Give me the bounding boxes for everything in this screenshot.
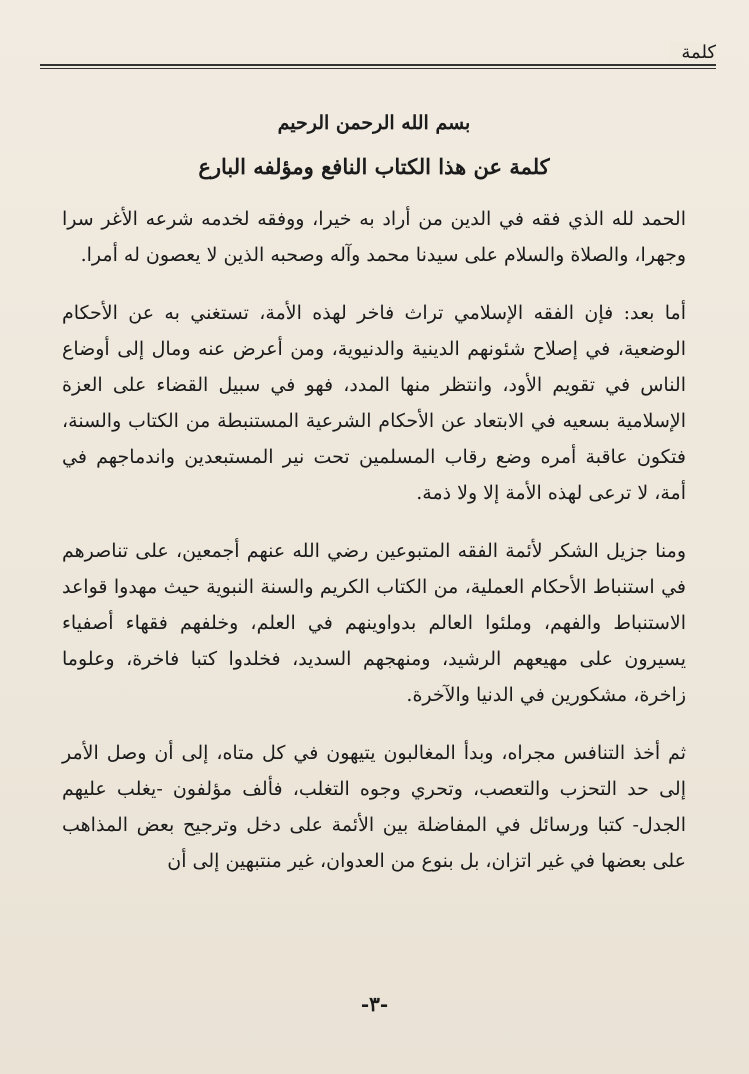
page-content [62, 112, 686, 901]
paragraph: ومنا جزيل الشكر لأئمة الفقه المتبوعين رضي الله عنهم أجمعين، على تناصرهم في استنباط الأحكام العملية، من الكتاب الكريم والسنة النبوية حيث مهدوا قواعد الاستنباط والفهم، وملئوا العالم بدواوينهم في العلم، وخلفهم فقهاء أصفياء يسيرون على مهيعهم الرشيد، ومنهجهم السديد، فخلدوا كتبا فاخرة، وعلوما زاخرة، مشكورين في الدنيا والآخرة. [62, 540, 686, 706]
header-title [669, 42, 716, 63]
page-number: -٣- [360, 992, 389, 1016]
header-rule [40, 64, 716, 66]
header-rule-thin [40, 68, 716, 69]
paragraph: أما بعد: فإن الفقه الإسلامي تراث فاخر لهذه الأمة، تستغني به عن الأحكام الوضعية، في إصلاح شئونهم الدينية والدنيوية، ومن أعرض عنه ومال إلى أوضاع الناس في تقويم الأود، وانتظر منها المدد، فهو في سبيل القضاء على العزة الإسلامية بسعيه في الابتعاد عن الأحكام الشرعية المستنبطة من الكتاب والسنة، فتكون عاقبة أمره وضع رقاب المسلمين تحت نير المستبعدين واندماجهم في أمة، لا ترعى لهذه الأمة إلا ولا ذمة. [62, 302, 686, 504]
basmala: بسم الله الرحمن الرحيم [277, 112, 471, 134]
chapter-title: كلمة عن هذا الكتاب النافع ومؤلفه البارع [198, 154, 550, 179]
header-title-text: كلمة [681, 42, 716, 63]
page-header [40, 42, 716, 72]
paragraph: الحمد لله الذي فقه في الدين من أراد به خيرا، ووفقه لخدمه شرعه الأغر سرا وجهرا، والصلاة والسلام على سيدنا محمد وآله وصحبه الذين لا يعصون له أمرا. [62, 208, 686, 266]
paragraph: ثم أخذ التنافس مجراه، وبدأ المغالبون يتيهون في كل متاه، إلى أن وصل الأمر إلى حد التحزب والتعصب، وتحري وجوه التغلب، فألف مؤلفون -يغلب عليهم الجدل- كتبا ورسائل في المفاضلة بين الأئمة على دخل وترجيح بعض المذاهب على بعضها في غير اتزان، بل بنوع من العدوان، غير منتبهين إلى أن [62, 742, 686, 872]
